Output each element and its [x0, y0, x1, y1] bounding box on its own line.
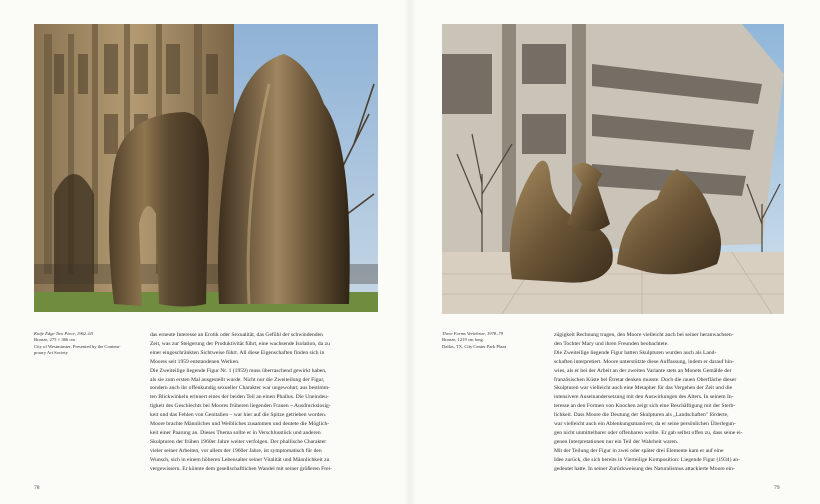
text-line: teresse an den Formen von Knochen zeigt sich eine Beschäftigung mit der Sterb-: [554, 403, 736, 410]
photo-knife-edge-two-piece: [34, 24, 378, 312]
text-line: keit einer Paarung an. Dieses Thema sollte er in Verschlusstück und anderen: [150, 429, 321, 436]
page-number-right: 79: [774, 485, 780, 491]
gutter: [404, 0, 416, 504]
text-line: tigkeit des Geschlechts bei Moores früheren liegenden Frauen – Ausdruckslosig-: [150, 403, 331, 410]
caption-line: City of Westminster, Presented by the Contem-: [34, 343, 121, 349]
caption-left: [34, 331, 130, 357]
text-line: Wunsch, sich in einem höheren Lebensalter seiner Vitalität und Männlichkeit zu: [150, 456, 330, 463]
text-line: als sie zum ersten Mal ausgestellt wurde. Nicht nur die Zweiteilung der Figur,: [150, 376, 325, 383]
text-line: Moore brachte Männliches und Weibliches zusammen und deutete die Möglich-: [150, 421, 330, 428]
text-line: sondern auch ihr offenkundig sexueller Charakter war ungewohnt; aus bestimm-: [150, 385, 330, 392]
text-line: Die Zweiteilige liegende Figur Nr. 1 (1959) muss überraschend gewirkt haben,: [150, 367, 327, 374]
text-line: ten Blickwinkeln erinnert eines der beiden Teil an einen Phallus. Die Uneindeu-: [150, 394, 329, 401]
text-line: Moores seit 1959 entstandenen Werken.: [150, 358, 240, 365]
text-line: intensivere Auseinandersetzung mit den Auswirkungen des Alters. In seinem In-: [554, 394, 734, 401]
text-line: französischen Küste bei Étretat denken musste. Doch die rauen Oberfläche dieser: [554, 376, 737, 383]
text-line: Idee zurück, die sich bereits in Vierteilige Komposition: Liegende Figur (1934) an-: [554, 456, 740, 463]
page-number-left: 78: [34, 485, 40, 491]
text-line: gedeutet hatte. In seiner Zurückweisung des Naturalismus attackierte Moore ein-: [554, 465, 735, 472]
text-line: schaften interpretiert. Moore unterstützte diese Auffassung, indem er darauf hin-: [554, 358, 734, 365]
text-line: war vielleicht auch ein Ablenkungsmanöver, da er seine persönlichen Überlegun-: [554, 421, 736, 428]
text-line: vieler seiner Arbeiten, vor allem der 1960er Jahre, ist symptomatisch für den: [150, 447, 322, 454]
caption-line: Bronze, 275 × 366 cm: [34, 337, 75, 343]
text-line: keit und das Fehlen von Genitalien – war hier auf die Spitze getrieben worden.: [150, 412, 327, 419]
text-line: den Tochter Mary und ihren Freunden beobachtete.: [554, 340, 669, 347]
body-text-right: [554, 331, 784, 474]
text-line: zügigkeit Rechnung tragen, den Moore vielleicht auch bei seiner heranwachsen-: [554, 332, 734, 338]
text-line: gen nicht unmittelbarer oder offenbaren wollte. Er gab selbst offen zu, dass seine ei-: [554, 429, 743, 436]
caption-line: porary Art Society: [34, 350, 68, 356]
caption-line: Bronze, 1219 cm long: [442, 337, 483, 343]
text-line: wies, als er bei der Arbeit an der zweiten Variante stets an Monets Gemälde der: [554, 367, 732, 374]
text-line: das erneute Interesse an Erotik oder Sexualität, das Gefühl der schwindenden: [150, 332, 323, 338]
caption-title: Knife Edge Two Piece, 1962–65: [34, 331, 93, 336]
text-line: einer eingeschränkten Sichtweise führt. All diese Eigenschaften finden sich in: [150, 349, 325, 356]
text-line: lichkeit. Dass Moore die Deutung der Skulpturen als „Landschaften" förderte,: [554, 412, 729, 419]
text-line: Zeit, was zur Steigerung der Produktivität führt, eine wachsende Isolation, da zu: [150, 340, 330, 347]
text-line: Skulpturen der frühen 1960er Jahre weiter verfolgen. Der phallische Charakter: [150, 438, 327, 445]
caption-title: Three Forms Vertebrae, 1978–79: [442, 331, 504, 336]
text-line: Die Zweiteilige liegende Figur hatten Skulpturen wurden auch als Land-: [554, 349, 717, 356]
body-text-left: [150, 331, 378, 474]
text-line: Skulpturen war vielleicht auch eine Metapher für das Vergehen der Zeit und die: [554, 385, 733, 392]
caption-line: Dallas, TX, City Center Park Plaza: [442, 343, 507, 349]
text-line: vergewissern. Er könnte dem gesellschaftlichen Wandel mit seiner größeren Frei-: [150, 465, 333, 472]
caption-right: [442, 331, 538, 350]
text-line: Mit der Teilung der Figur in zwei oder später drei Elemente kam er auf eine: [554, 447, 724, 454]
photo-three-forms-vertebrae: [442, 24, 784, 314]
text-line: genen Interpretationen nur ein Teil der Wahrheit waren.: [554, 438, 679, 445]
